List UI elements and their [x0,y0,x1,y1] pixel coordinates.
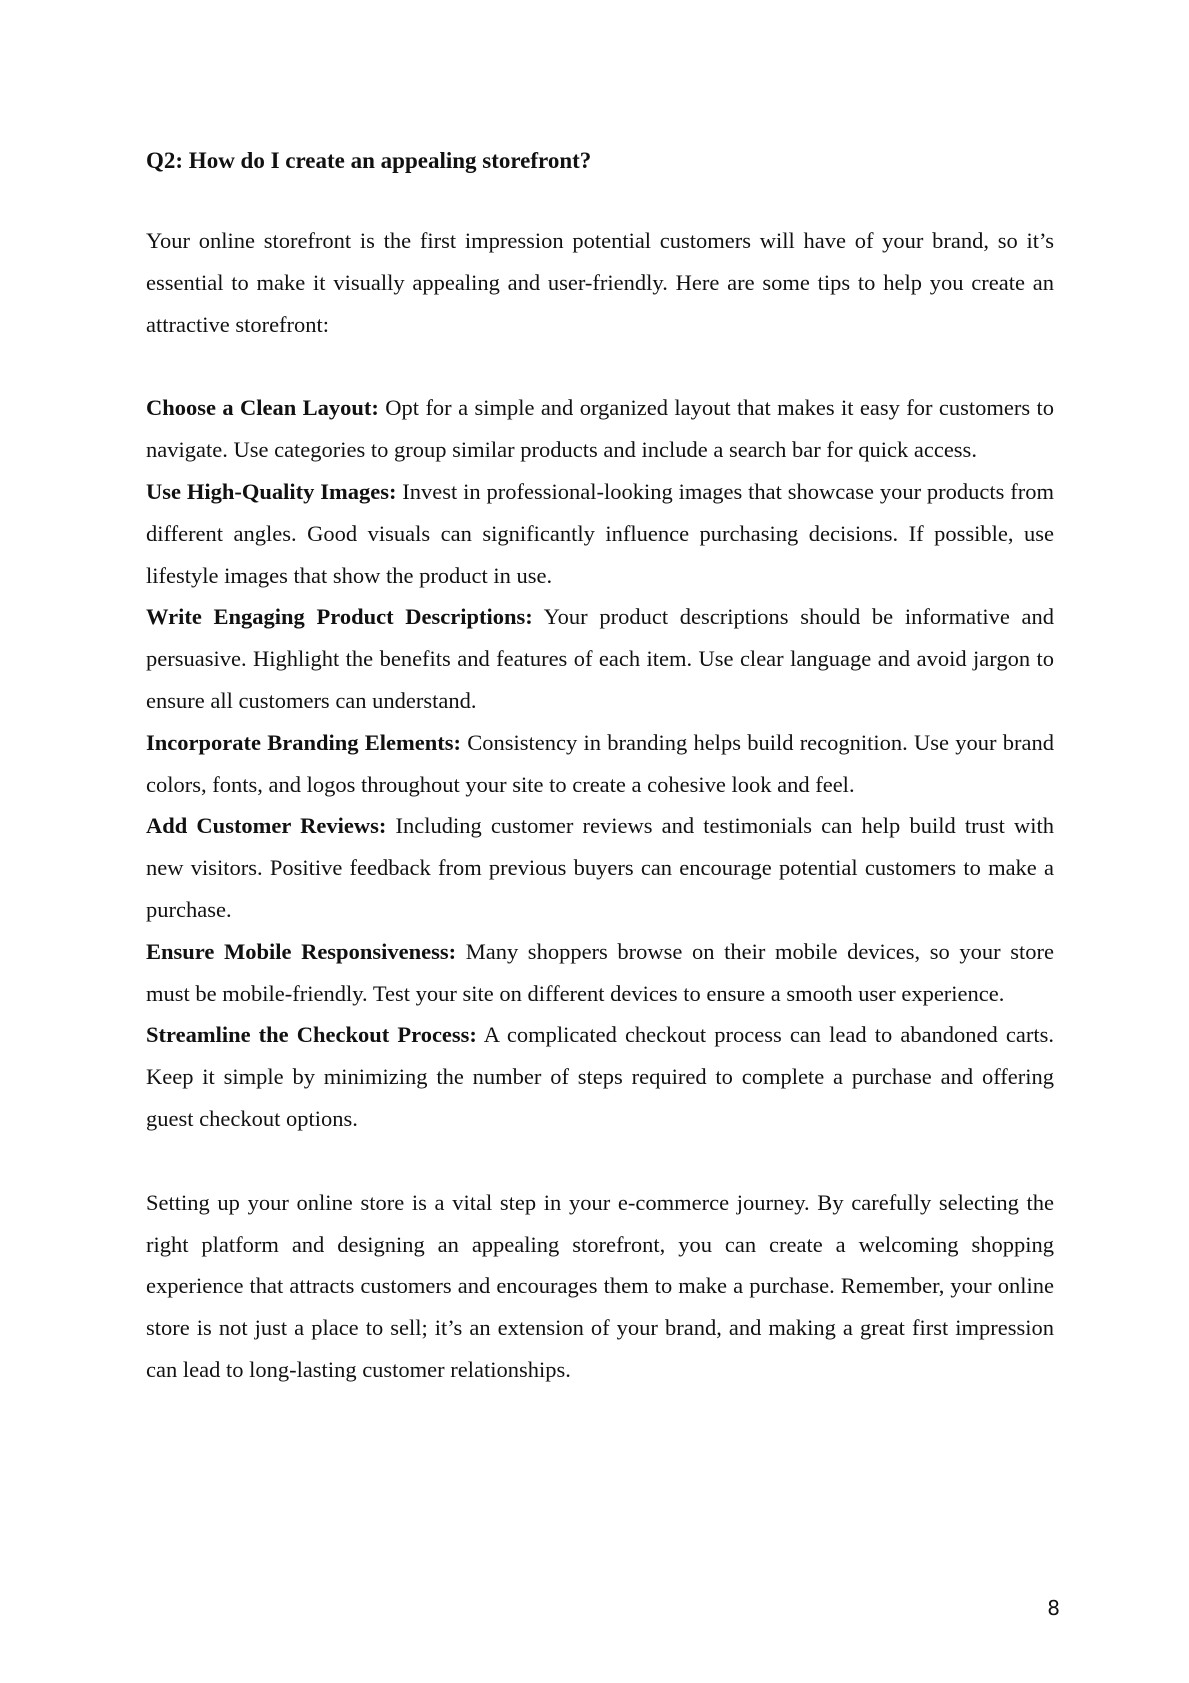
tip-branding-elements [146,722,1054,806]
tip-title: Ensure Mobile Responsiveness: [146,938,457,964]
intro-paragraph: Your online storefront is the first impression potential customers will have of your brand, so it’s essential to make it visually appealing and user-friendly. Here are some tips to help you create an attractive storefront: [146,228,1054,337]
tip-title: Add Customer Reviews: [146,813,387,839]
tip-text: Your product descriptions should be informative and persuasive. Highlight the benefits and features of each item. Use clear language and avoid jargon to ensure all customers can understand. [146,604,1055,713]
tip-text: A complicated checkout process can lead to abandoned carts. Keep it simple by minimizing the number of steps required to complete a purchase and offering guest checkout options. [146,1022,1054,1131]
tip-checkout-process [146,1014,1054,1139]
tips-list [146,387,1054,1139]
page-number: 8 [1047,1596,1060,1620]
tip-title: Streamline the Checkout Process: [146,1022,477,1048]
tip-title: Write Engaging Product Descriptions: [146,604,533,630]
tip-title: Use High-Quality Images: [146,478,397,504]
tip-title: Incorporate Branding Elements: [146,729,461,755]
tip-text: Opt for a simple and organized layout that makes it easy for customers to navigate. Use categories to group similar products and include a search bar for quick access. [146,395,1054,463]
closing-paragraph: Setting up your online store is a vital step in your e-commerce journey. By carefully selecting the right platform and designing an appealing storefront, you can create a welcoming shopping experience that attracts customers and encourages them to make a purchase. Remember, your online store is not just a place to sell; it’s an extension of your brand, and making a great first impression can lead to long-lasting customer relationships. [146,1189,1054,1382]
section-heading: Q2: How do I create an appealing storefront? [146,148,592,173]
tip-title: Choose a Clean Layout: [146,395,379,421]
tip-product-descriptions [146,596,1054,721]
tip-mobile-responsiveness [146,931,1054,1015]
tip-text: Invest in professional-looking images that showcase your products from different angles. Good visuals can significantly influence purchasing decisions. If possible, use lifestyle images that show the product in use. [146,478,1054,588]
tip-customer-reviews [146,805,1054,930]
tip-text: Including customer reviews and testimonials can help build trust with new visitors. Positive feedback from previous buyers can encourage potential customers to make a purchase. [146,813,1054,922]
tip-text: Many shoppers browse on their mobile devices, so your store must be mobile-friendly. Test your site on different devices to ensure a smooth user experience. [146,938,1054,1006]
document-page [146,140,1054,1391]
tip-text: Consistency in branding helps build recognition. Use your brand colors, fonts, and logos throughout your site to create a cohesive look and feel. [146,729,1054,797]
tip-high-quality-images [146,471,1054,596]
tip-clean-layout [146,387,1054,471]
